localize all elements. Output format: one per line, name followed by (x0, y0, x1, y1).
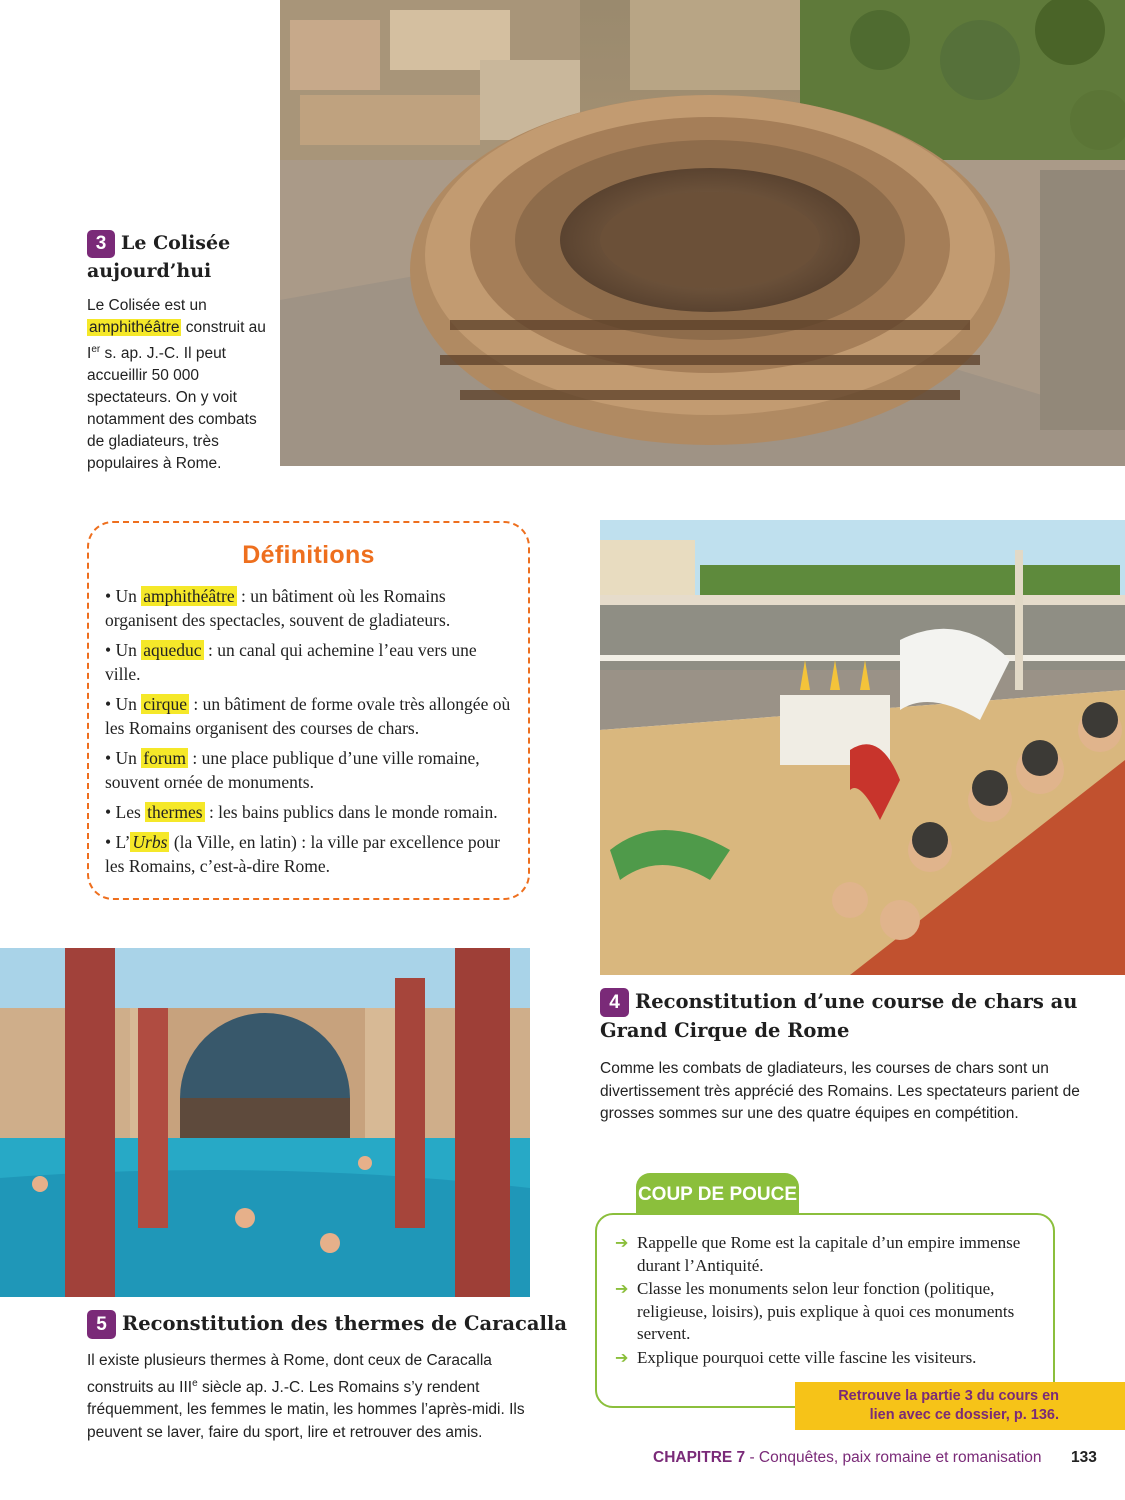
doc3-caption (87, 230, 272, 475)
doc4-text: Comme les combats de gladiateurs, les courses de chars sont un divertissement très apprécié des Romains. Les spectateurs parient de grosses sommes sur une des quatre équipes en compétition. (600, 1060, 1080, 1122)
doc5-caption (87, 1310, 567, 1444)
colosseum-photo (280, 0, 1125, 466)
coup-de-pouce-list (615, 1232, 1041, 1369)
coup-de-pouce-box (595, 1213, 1055, 1408)
coup-de-pouce-tab: COUP DE POUCE (636, 1173, 799, 1215)
hint-item: ➔ Rappelle que Rome est la capitale d’un empire immense durant l’Antiquité. (615, 1233, 1021, 1275)
chariot-race-illustration (600, 520, 1125, 975)
doc5-title: 5 Reconstitution des thermes de Caracalla (87, 1310, 527, 1339)
course-reference-band: Retrouve la partie 3 du cours en lien avec ce dossier, p. 136. (795, 1382, 1125, 1430)
doc3-text: Le Colisée est un amphithéâtre construit au Ier s. ap. J.-C. Il peut accueillir 50 000 spectateurs. On y voit notamment des combats de gladiateurs, très populaires à Rome. (87, 297, 266, 473)
definitions-list (105, 584, 514, 878)
doc5-number-badge: 5 (87, 1310, 116, 1339)
definition-item: • L’ Urbs (la Ville, en latin) : la ville par excellence pour les Romains, c’est-à-dire Rome. (105, 832, 500, 876)
definition-item: • Les thermes : les bains publics dans le monde romain. (105, 802, 498, 822)
hint-item: ➔ Explique pourquoi cette ville fascine les visiteurs. (615, 1347, 1041, 1370)
baths-illustration (0, 948, 530, 1297)
arrow-right-icon: ➔ (615, 1279, 629, 1298)
page-footer (653, 1449, 1042, 1467)
definition-item: • Un forum : une place publique d’une ville romaine, souvent ornée de monuments. (105, 748, 480, 792)
page-number: 133 (1071, 1449, 1097, 1466)
hint-item: ➔ Classe les monuments selon leur fonction (politique, religieuse, loisirs), puis explique à quoi ces monuments servent. (615, 1279, 1015, 1343)
definitions-box (87, 521, 530, 900)
arrow-right-icon: ➔ (615, 1233, 629, 1252)
doc5-text: Il existe plusieurs thermes à Rome, dont ceux de Caracalla construits au IIIe siècle ap. J.-C. Les Romains s’y rendent fréquemment, les femmes le matin, les hommes l’après-midi. Ils peuvent se laver, faire du sport, lire et retrouver des amis. (87, 1352, 525, 1441)
highlight-amphitheatre: amphithéâtre (89, 319, 180, 336)
definitions-title: Définitions (242, 541, 375, 569)
arrow-right-icon: ➔ (615, 1347, 629, 1367)
chapter-subtitle: - Conquêtes, paix romaine et romanisation (745, 1449, 1042, 1466)
definition-item: • Un cirque : un bâtiment de forme ovale très allongée où les Romains organisent des courses de chars. (105, 694, 511, 738)
doc4-number-badge: 4 (600, 988, 629, 1017)
doc3-title: 3 Le Colisée aujourd’hui (87, 232, 231, 282)
doc4-caption (600, 988, 1100, 1126)
definition-item: • Un amphithéâtre : un bâtiment où les Romains organisent des spectacles, souvent de gladiateurs. (105, 586, 451, 630)
doc4-title: 4 Reconstitution d’une course de chars au Grand Cirque de Rome (600, 990, 1078, 1042)
doc3-number-badge: 3 (87, 230, 115, 258)
chapter-label: CHAPITRE 7 (653, 1449, 746, 1466)
definition-item: • Un aqueduc : un canal qui achemine l’eau vers une ville. (105, 640, 477, 684)
